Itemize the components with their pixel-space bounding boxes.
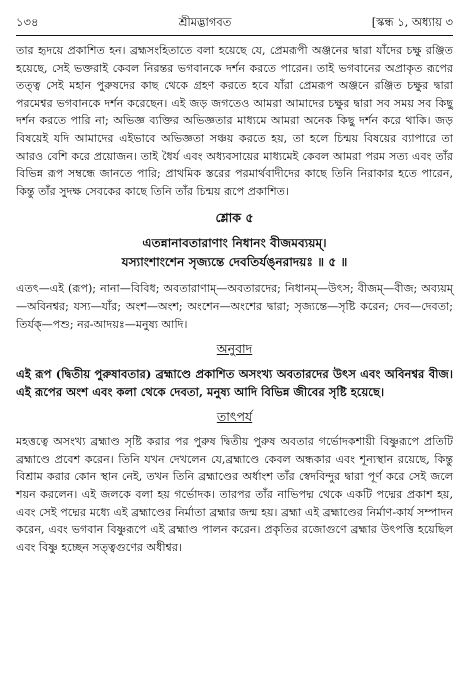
translation-text: এই রূপ (দ্বিতীয় পুরুষাবতার) ব্রহ্মাণ্ডে প্রকাশিত অসংখ্য অবতারদের উৎস এবং অবিনশ্বর বীজ। এই রূপের অংশ এবং কলা থেকে দেবতা, মনুষ্য আদি বিভিন্ন জীবের সৃষ্টি হয়েছে। (16, 367, 453, 400)
word-synonyms: এতৎ—এই (রূপ); নানা—বিবিধ; অবতারাণাম্—অবতারদের; নিধানম্—উৎস; বীজম্—বীজ; অব্যয়ম্—অবিনশ্বর; যস্য—যাঁর; অংশ—অংশ; অংশেন—অংশের দ্বারা; সৃজ্যন্তে—সৃষ্টি করেন; দেব—দেবতা; তির্যক্—পশু; নর-আদয়ঃ—মনুষ্য আদি। (16, 282, 453, 331)
intro-paragraph: তার হৃদয়ে প্রকাশিত হন। ব্রহ্মসংহিতাতে বলা হয়েছে যে, প্রেমরূপী অঞ্জনের দ্বারা যাঁদের চক্ষু রঞ্জিত হয়েছে, সেই ভক্তরাই কেবল নিরন্তর ভগবানকে দর্শন করতে পারেন। তাই ভগবানের অপ্রাকৃত রূপের তত্ত্ব সেই মহান পুরুষদের কাছ থেকে গ্রহণ করতে হবে যাঁরা প্রেমরূপ অঞ্জনে রঞ্জিত চক্ষুর দ্বারা পরমেশ্বর ভগবানকে দর্শন করেছেন। এই জড় জগতেও আমরা আমাদের চক্ষুর দ্বারা সব সময় সব কিছু দর্শন করতে পারি না; অভিজ্ঞ ব্যক্তির অভিজ্ঞতার মাধ্যমে আমরা অনেক কিছু দর্শন করে থাকি। জড় বিষয়েই যদি আমাদের এইভাবে অভিজ্ঞতা সঞ্চয় করতে হয়, তা হলে চিন্ময় বিষয়ের ব্যাপারে তা আরও বেশি করে প্রয়োজন। তাই ধৈর্য এবং অধ্যবসায়ের মাধ্যমেই কেবল আমরা পরম সত্য এবং তাঁর বিভিন্ন রূপ সম্বন্ধে জানতে পারি; প্রাথমিক স্তরের পরমার্থবাদীদের কাছে তিনি নিরাকার হতে পারেন, কিন্তু তাঁর সুদক্ষ সেবকের কাছে তিনি তাঁর চিন্ময় রূপে প্রকাশিত। (16, 44, 453, 198)
sloka-line-1: এতন্নানাবতারাণাং নিধানং বীজমব্যয়ম্। (142, 236, 327, 251)
sloka-heading: শ্লোক ৫ (215, 210, 254, 226)
purport-text: মহত্তত্বে অসংখ্য ব্রহ্মাণ্ড সৃষ্টি করার পর পুরুষ দ্বিতীয় পুরুষ অবতার গর্ভোদকশায়ী বিষ্ণুরূপে প্রতিটি ব্রহ্মাণ্ডে প্রবেশ করেন। তিনি যখন দেখলেন যে,ব্রহ্মাণ্ডে কেবল অন্ধকার এবং শূন্যস্থান রয়েছে, কিন্তু বিশ্রাম করার কোন স্থান নেই, তখন তিনি ব্রহ্মাণ্ডের অর্ধাংশ তাঁর স্বেদবিন্দুর দ্বারা পূর্ণ করে সেই জলে শয়ন করলেন। এই জলকে বলা হয় গর্ভোদক। তারপর তাঁর নাভিপদ্ম থেকে একটি পদ্মের প্রকাশ হয়, এবং সেই পদ্মের মধ্যে এই ব্রহ্মাণ্ডের নির্মাতা ব্রহ্মার জন্ম হয়। ব্রহ্মা এই ব্রহ্মাণ্ডের নির্মাণ-কার্য সম্পাদন করেন, এবং ভগবান বিষ্ণুরূপে এই ব্রহ্মাণ্ড পালন করেন। প্রকৃতির রজোগুণে ব্রহ্মার উৎপত্তি হয়েছিল এবং বিষ্ণু হচ্ছেন সত্ত্বগুণের অধীশ্বর। (16, 435, 453, 554)
page-number: ১৩৪ (16, 15, 39, 29)
translation-heading: অনুবাদ (216, 341, 253, 357)
header-rule (16, 35, 453, 36)
book-title: শ্রীমদ্ভাগবত (178, 15, 232, 29)
page-header (16, 14, 453, 33)
purport-heading: তাৎপর্য (216, 409, 253, 425)
chapter-reference: [স্কন্ধ ১, অধ্যায় ৩ (371, 15, 453, 29)
sloka-line-2: যস্যাংশাংশেন সৃজ্যন্তে দেবতির্যঙ্নরাদয়ঃ ॥ ৫ ॥ (121, 255, 348, 270)
